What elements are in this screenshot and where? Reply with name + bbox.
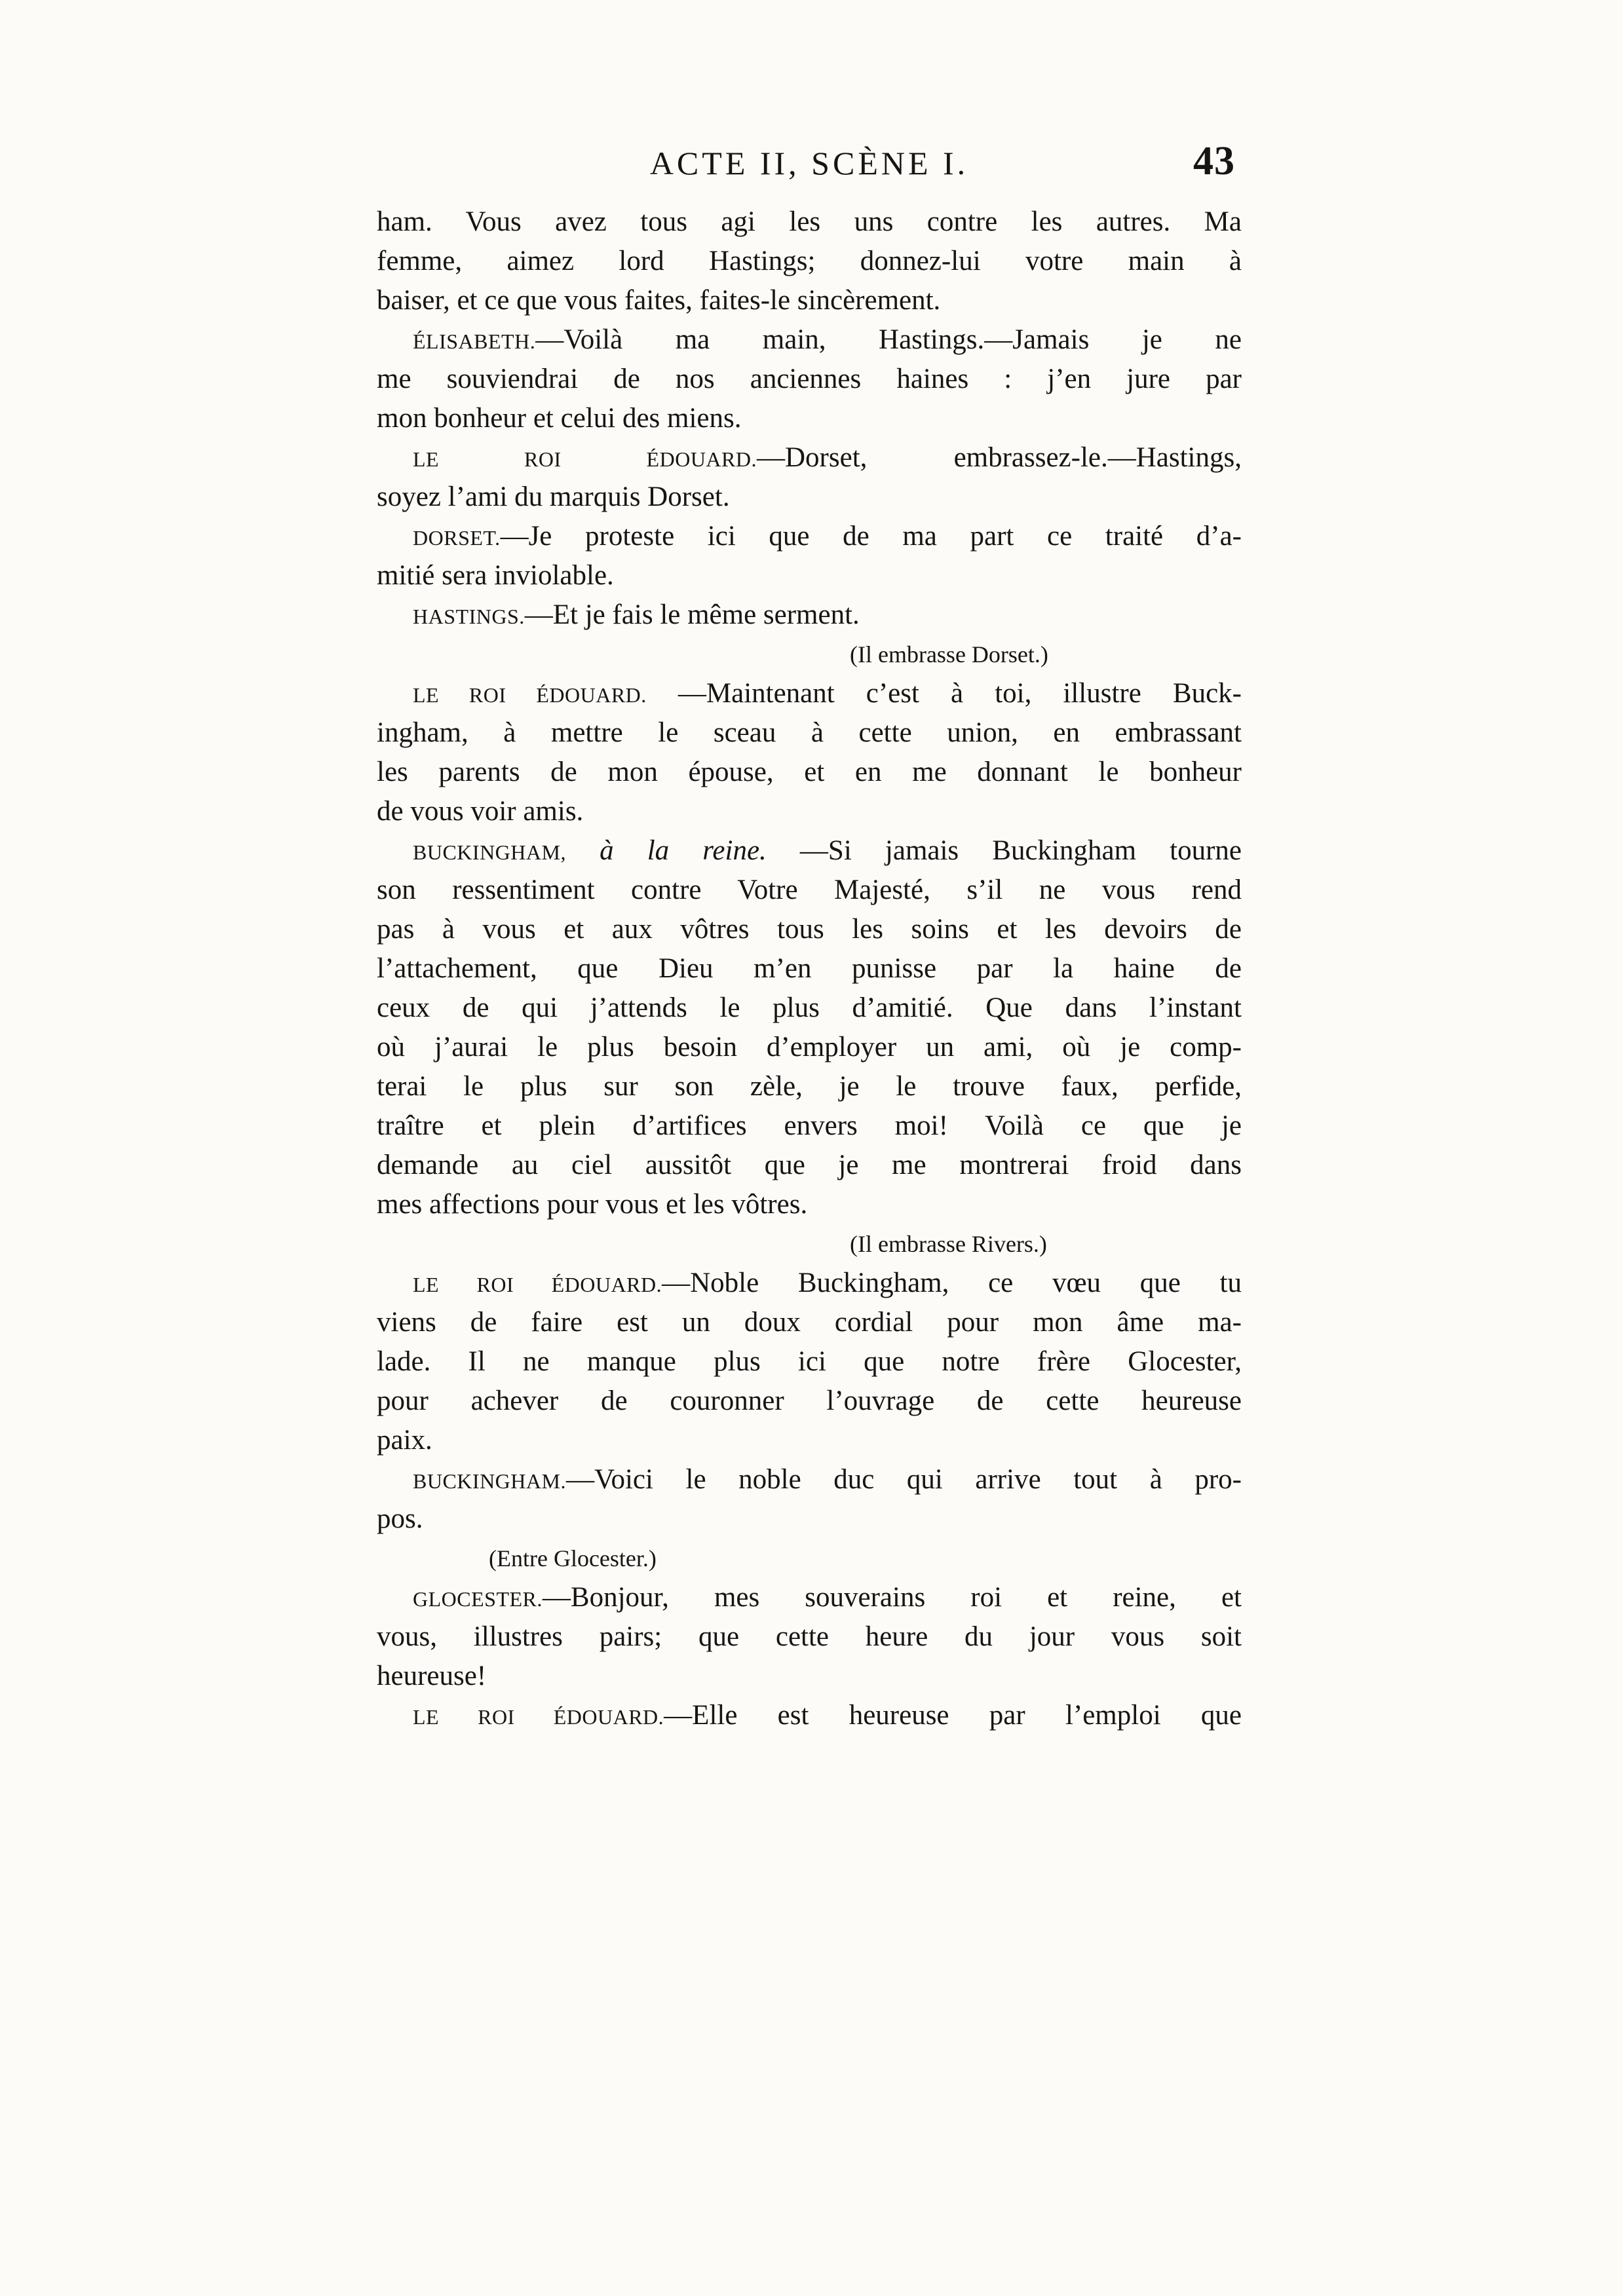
- text-block: [377, 202, 1242, 1735]
- text-line: [377, 1146, 1242, 1185]
- text-line: [377, 399, 1242, 438]
- text-line: [377, 988, 1242, 1028]
- speech-text: ingham, à mettre le sceau à cette union, en embrassant: [377, 717, 1242, 748]
- speech-text: me souviendrai de nos anciennes haines : j’en jure par: [377, 364, 1242, 394]
- speech-text: (Il embrasse Dorset.): [850, 641, 1048, 668]
- stage-direction: [377, 1539, 1242, 1578]
- speaker-name: HASTINGS.: [413, 605, 525, 628]
- text-line: [377, 478, 1242, 517]
- text-line: [377, 910, 1242, 949]
- speech-text: pos.: [377, 1503, 423, 1534]
- speech-text: pour achever de couronner l’ouvrage de cette heureuse: [377, 1385, 1242, 1416]
- speech-text: (Entre Glocester.): [489, 1545, 657, 1571]
- speech-text: demande au ciel aussitôt que je me montrerai froid dans: [377, 1150, 1242, 1180]
- text-line: [377, 320, 1242, 360]
- speech-text: —Dorset, embrassez-le.—Hastings,: [757, 442, 1242, 473]
- speech-text: —Noble Buckingham, ce vœu que tu: [662, 1268, 1242, 1298]
- speaker-name: GLOCESTER.: [413, 1587, 543, 1611]
- text-line: [377, 1657, 1242, 1696]
- speech-text: mon bonheur et celui des miens.: [377, 403, 742, 434]
- text-line: [377, 792, 1242, 831]
- text-line: [377, 517, 1242, 556]
- text-line: [377, 674, 1242, 713]
- inline-stage-direction: à la reine.: [565, 835, 767, 866]
- text-line: [377, 1617, 1242, 1657]
- text-line: [377, 753, 1242, 792]
- speech-text: où j’aurai le plus besoin d’employer un ami, où je comp-: [377, 1032, 1242, 1063]
- text-line: [377, 1106, 1242, 1146]
- text-line: [377, 871, 1242, 910]
- speech-text: les parents de mon épouse, et en me donnant le bonheur: [377, 757, 1242, 787]
- speaker-name: LE ROI ÉDOUARD.: [413, 683, 647, 707]
- text-line: [377, 438, 1242, 478]
- speech-text: ceux de qui j’attends le plus d’amitié. Que dans l’instant: [377, 992, 1242, 1023]
- text-line: [377, 1067, 1242, 1106]
- speech-text: —Je proteste ici que de ma part ce traité d’a-: [500, 521, 1242, 552]
- speech-text: —Et je fais le même serment.: [524, 599, 860, 630]
- speaker-name: ÉLISABETH.: [413, 329, 536, 353]
- page-header: [377, 139, 1242, 189]
- text-line: [377, 360, 1242, 399]
- text-line: [377, 1185, 1242, 1224]
- text-line: [377, 1499, 1242, 1539]
- text-line: [377, 556, 1242, 595]
- speech-text: —Voilà ma main, Hastings.—Jamais je ne: [535, 324, 1242, 355]
- speech-text: —Voici le noble duc qui arrive tout à pro-: [565, 1464, 1242, 1495]
- speech-text: heureuse!: [377, 1661, 487, 1691]
- text-line: [377, 831, 1242, 871]
- text-line: [377, 281, 1242, 320]
- text-line: [377, 1578, 1242, 1617]
- speech-text: ham. Vous avez tous agi les uns contre les autres. Ma: [377, 206, 1242, 237]
- speech-text: paix.: [377, 1425, 432, 1456]
- speech-text: —Elle est heureuse par l’emploi que: [664, 1700, 1242, 1731]
- stage-direction: [377, 635, 1242, 674]
- speech-text: femme, aimez lord Hastings; donnez-lui votre main à: [377, 246, 1242, 276]
- speech-text: —Si jamais Buckingham tourne: [766, 835, 1242, 866]
- speech-text: —Maintenant c’est à toi, illustre Buck-: [646, 678, 1242, 709]
- text-line: [377, 202, 1242, 242]
- text-line: [377, 1303, 1242, 1342]
- text-line: [377, 242, 1242, 281]
- speaker-name: BUCKINGHAM.: [413, 1469, 566, 1493]
- speaker-name: BUCKINGHAM,: [413, 840, 566, 864]
- text-line: [377, 1696, 1242, 1735]
- speech-text: vous, illustres pairs; que cette heure du jour vous soit: [377, 1621, 1242, 1652]
- speech-text: son ressentiment contre Votre Majesté, s’il ne vous rend: [377, 875, 1242, 905]
- speech-text: —Bonjour, mes souverains roi et reine, et: [542, 1582, 1242, 1613]
- speech-text: lade. Il ne manque plus ici que notre frère Glocester,: [377, 1346, 1242, 1377]
- speech-text: (Il embrasse Rivers.): [850, 1231, 1047, 1257]
- text-line: [377, 1028, 1242, 1067]
- text-line: [377, 1342, 1242, 1382]
- speech-text: l’attachement, que Dieu m’en punisse par la haine de: [377, 953, 1242, 984]
- speaker-name: LE ROI ÉDOUARD.: [413, 447, 757, 471]
- speech-text: pas à vous et aux vôtres tous les soins et les devoirs de: [377, 914, 1242, 945]
- speaker-name: DORSET.: [413, 526, 501, 550]
- running-title: ACTE II, SCÈNE I.: [649, 145, 969, 181]
- text-line: [377, 1264, 1242, 1303]
- text-line: [377, 1460, 1242, 1499]
- speech-text: viens de faire est un doux cordial pour mon âme ma-: [377, 1307, 1242, 1338]
- text-line: [377, 949, 1242, 988]
- speech-text: soyez l’ami du marquis Dorset.: [377, 481, 730, 512]
- speaker-name: LE ROI ÉDOUARD.: [413, 1273, 662, 1296]
- text-line: [377, 1382, 1242, 1421]
- speech-text: traître et plein d’artifices envers moi! Voilà ce que je: [377, 1110, 1242, 1141]
- stage-direction: [377, 1224, 1242, 1264]
- text-line: [377, 713, 1242, 753]
- speech-text: mitié sera inviolable.: [377, 560, 614, 591]
- text-line: [377, 595, 1242, 635]
- speech-text: baiser, et ce que vous faites, faites-le sincèrement.: [377, 285, 941, 316]
- page-number: 43: [1193, 139, 1235, 183]
- speaker-name: LE ROI ÉDOUARD.: [413, 1705, 664, 1729]
- speech-text: de vous voir amis.: [377, 796, 584, 827]
- speech-text: mes affections pour vous et les vôtres.: [377, 1189, 808, 1220]
- text-line: [377, 1421, 1242, 1460]
- speech-text: terai le plus sur son zèle, je le trouve faux, perfide,: [377, 1071, 1242, 1102]
